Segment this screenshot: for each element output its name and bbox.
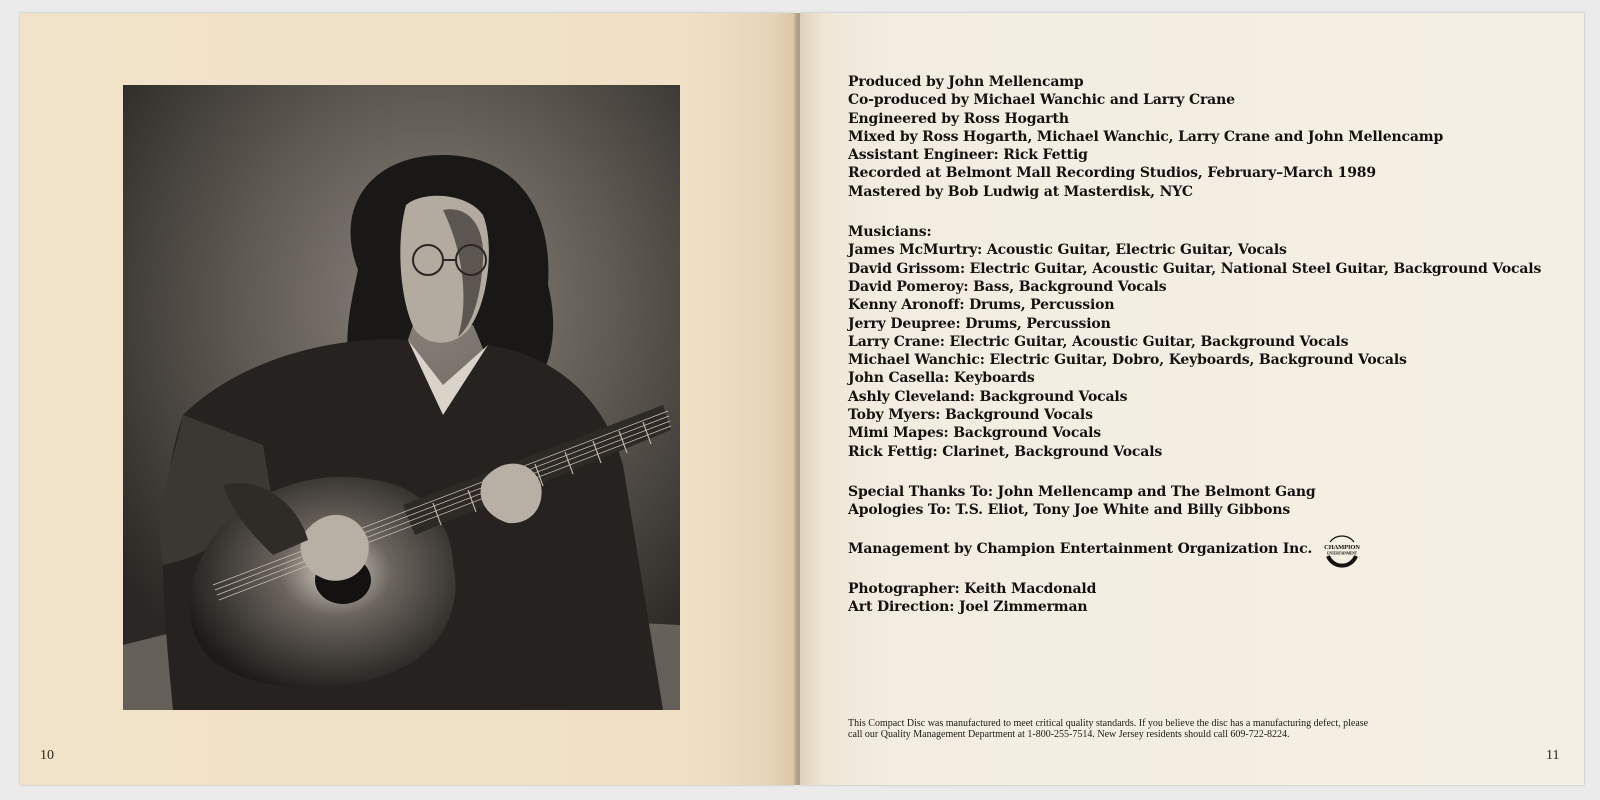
- special-thanks: Special Thanks To: John Mellencamp and The Belmont Gang: [848, 483, 1316, 500]
- credit-art-direction: Art Direction: Joel Zimmerman: [848, 598, 1088, 615]
- right-page: [800, 13, 1584, 785]
- musician-line: David Grissom: Electric Guitar, Acoustic Guitar, National Steel Guitar, Background Vocals: [848, 260, 1542, 277]
- musician-line: Michael Wanchic: Electric Guitar, Dobro, Keyboards, Background Vocals: [848, 352, 1407, 369]
- credit-coproduced: Co-produced by Michael Wanchic and Larry Crane: [848, 92, 1235, 109]
- musician-line: Kenny Aronoff: Drums, Percussion: [848, 297, 1115, 314]
- spacer: [848, 201, 1541, 223]
- spacer: [848, 570, 1541, 580]
- credit-photographer: Photographer: Keith Macdonald: [848, 580, 1097, 597]
- credit-assistant-engineer: Assistant Engineer: Rick Fettig: [848, 147, 1088, 164]
- musician-line: Jerry Deupree: Drums, Percussion: [848, 315, 1111, 332]
- management-credit: Management by Champion Entertainment Organization Inc.: [848, 541, 1313, 558]
- musician-line: David Pomeroy: Bass, Background Vocals: [848, 278, 1167, 295]
- credits-block: [848, 73, 1541, 616]
- musicians-heading: Musicians:: [848, 224, 932, 241]
- credit-recorded: Recorded at Belmont Mall Recording Studios, February–March 1989: [848, 165, 1376, 182]
- guitarist-photo-illustration: [123, 85, 680, 710]
- page-number-left: 10: [40, 748, 54, 763]
- apologies: Apologies To: T.S. Eliot, Tony Joe White and Billy Gibbons: [848, 502, 1291, 519]
- quality-notice: [848, 718, 1488, 740]
- credit-mixed: Mixed by Ross Hogarth, Michael Wanchic, Larry Crane and John Mellencamp: [848, 128, 1444, 145]
- musician-line: James McMurtry: Acoustic Guitar, Electric Guitar, Vocals: [848, 242, 1287, 259]
- credit-produced: Produced by John Mellencamp: [848, 74, 1084, 90]
- musician-line: Larry Crane: Electric Guitar, Acoustic Guitar, Background Vocals: [848, 333, 1349, 350]
- page-number-right: 11: [1546, 748, 1560, 763]
- musician-line: Toby Myers: Background Vocals: [848, 407, 1093, 424]
- credit-engineered: Engineered by Ross Hogarth: [848, 110, 1069, 127]
- logo-text-champion: CHAMPION: [1324, 543, 1361, 551]
- musician-line: Rick Fettig: Clarinet, Background Vocals: [848, 443, 1163, 460]
- logo-text-entertainment: ENTERTAINMENT: [1327, 551, 1358, 556]
- musician-line: John Casella: Keyboards: [848, 370, 1035, 387]
- credit-mastered: Mastered by Bob Ludwig at Masterdisk, NYC: [848, 183, 1193, 200]
- musician-line: Ashly Cleveland: Background Vocals: [848, 388, 1128, 405]
- management-row: [848, 530, 1541, 570]
- quality-notice-line-1: This Compact Disc was manufactured to meet critical quality standards. If you believe the disc has a manufacturing defect, please: [848, 718, 1369, 729]
- spacer: [848, 461, 1541, 483]
- champion-entertainment-logo: [1322, 530, 1362, 570]
- spacer: [848, 520, 1541, 530]
- musician-line: Mimi Mapes: Background Vocals: [848, 425, 1102, 442]
- left-page: [20, 13, 795, 785]
- quality-notice-line-2: call our Quality Management Department at 1-800-255-7514. New Jersey residents should call 609-722-8224.: [848, 729, 1290, 740]
- guitarist-photo: [123, 85, 680, 710]
